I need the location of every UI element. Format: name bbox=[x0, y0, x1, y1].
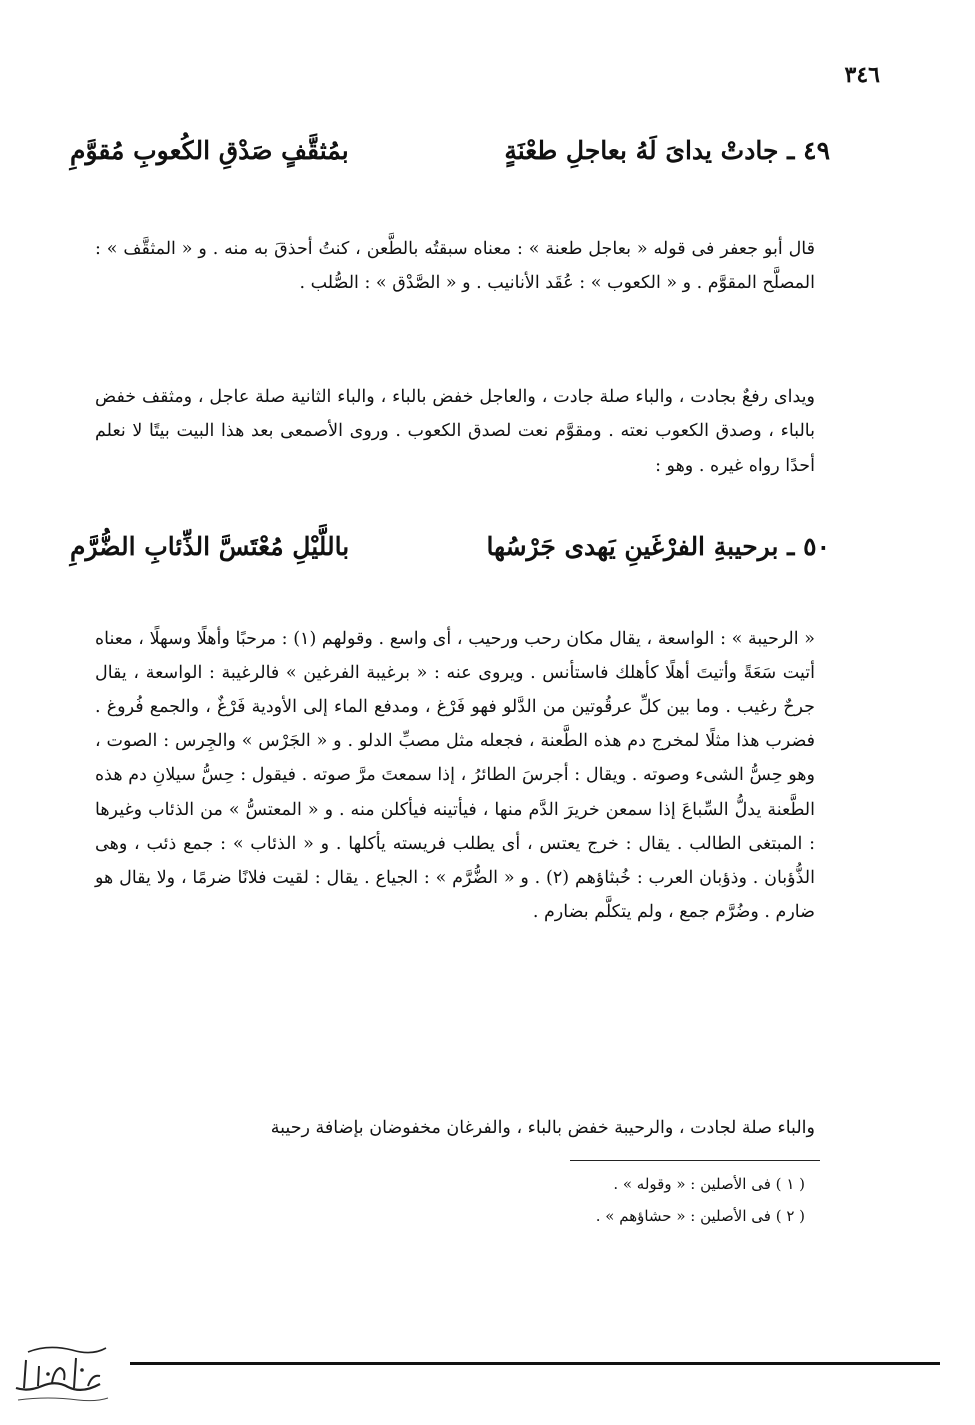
commentary-verse-50: « الرحيبة » : الواسعة ، يقال مكان رحب ورحيب ، أى واسع . وقولهم (١) : مرحبًا وأهلًا وسهلًا ، معناه أتيت سَعَةً وأتيتَ أهلًا كأهلك فاستأنس . ويروى عنه : « برغيبة الفرغين » فالرغيبة : الواسعة ، يقال جرحٌ رغيب . وما بين كلِّ عرقُوتين من الدَّلو فهو فَرْغ ، ومدفع الماء إلى الأودية فَرْغٌ ، والجمع فُروغ . فضرب هذا مثلًا لمخرج دم هذه الطَّعنة ، فجعله مثل مصبِّ الدلو . و « الجَرْس » والجِرس : الصوت ، وهو حِسُّ الشىء وصوته . ويقال : أجرسَ الطائرُ ، إذا سمعتَ مرَّ صوته . فيقول : حِسُّ سيلانِ دم هذه الطَّعنة يدلُّ السِّباعَ إذا سمعن خريرَ الدَّم منها ، فيأتينه فيأكلن منه . و « المعتسُّ » من الذئاب وغيرها : المبتغى الطالب . يقال : خرج يعتس ، أى يطلب فريسته يأكلها . و « الذئاب » : جمع ذئب ، وهى الذُّؤبان . وذؤبان العرب : خُبثاؤهم (٢) . و « الضُّرَّم » : الجياع . يقال : لقيت فلانًا ضرمًا ، ولا يقال هو ضارم . وضُرَّم جمع ، ولم يتكلَّم بضارم . bbox=[95, 628, 815, 923]
calligraphy-logo-icon bbox=[8, 1330, 118, 1410]
verse-49-first-hemistich: ٤٩ ـ جادتْ يداىَ لَهُ بعاجلِ طعْنَةٍ bbox=[504, 136, 830, 165]
commentary-verse-49: قال أبو جعفر فى قوله « بعاجل طعنة » : معناه سبقتُه بالطَّعن ، كنتُ أحذقَ به منه . و « المثقَّف » : المصلَّح المقوَّم . و « الكعوب » : عُقَد الأنانيب . و « الصَّدْق » : الصُّلب . bbox=[95, 238, 815, 294]
page-number: ٣٤٦ bbox=[844, 62, 880, 88]
grammar-note-verse-49: ويداى رفعٌ بجادت ، والباء صلة جادت ، والعاجل خفض بالباء ، والباء الثانية صلة عاجل ، ومثقف خفض بالباء ، وصدق الكعوب نعته . ومقوَّم نعت لصدق الكعوب . وروى الأصمعى بعد هذا البيت بيتًا لا نعلم أحدًا رواه غيره . وهو : bbox=[95, 386, 815, 476]
verse-49 bbox=[70, 128, 830, 184]
grammar-note-verse-50: والباء صلة لجادت ، والرحيبة خفض بالباء ، والفرغان مخفوضان بإضافة رحيبة bbox=[270, 1117, 815, 1138]
verse-49-second-hemistich: بمُثقَّفٍ صَدْقِ الكُعوبِ مُقوَّمِ bbox=[70, 136, 349, 165]
footnotes bbox=[300, 1168, 805, 1232]
verse-50-first-hemistich: ٥٠ ـ برحيبةِ الفرْغَينِ يَهدى جَرْسُها bbox=[486, 532, 830, 561]
footnote-2: ( ٢ ) فى الأصلين : « حشاؤهم » . bbox=[595, 1207, 805, 1225]
watermark-logo bbox=[8, 1330, 118, 1410]
footnote-divider bbox=[570, 1160, 820, 1161]
footnote-1: ( ١ ) فى الأصلين : « وقوله » . bbox=[613, 1175, 805, 1193]
verse-50-second-hemistich: باللَّيْلِ مُعْتَسَّ الذِّئابِ الضُّرَّمِ bbox=[70, 532, 350, 561]
verse-50 bbox=[70, 524, 830, 580]
bottom-border-line bbox=[130, 1362, 940, 1365]
